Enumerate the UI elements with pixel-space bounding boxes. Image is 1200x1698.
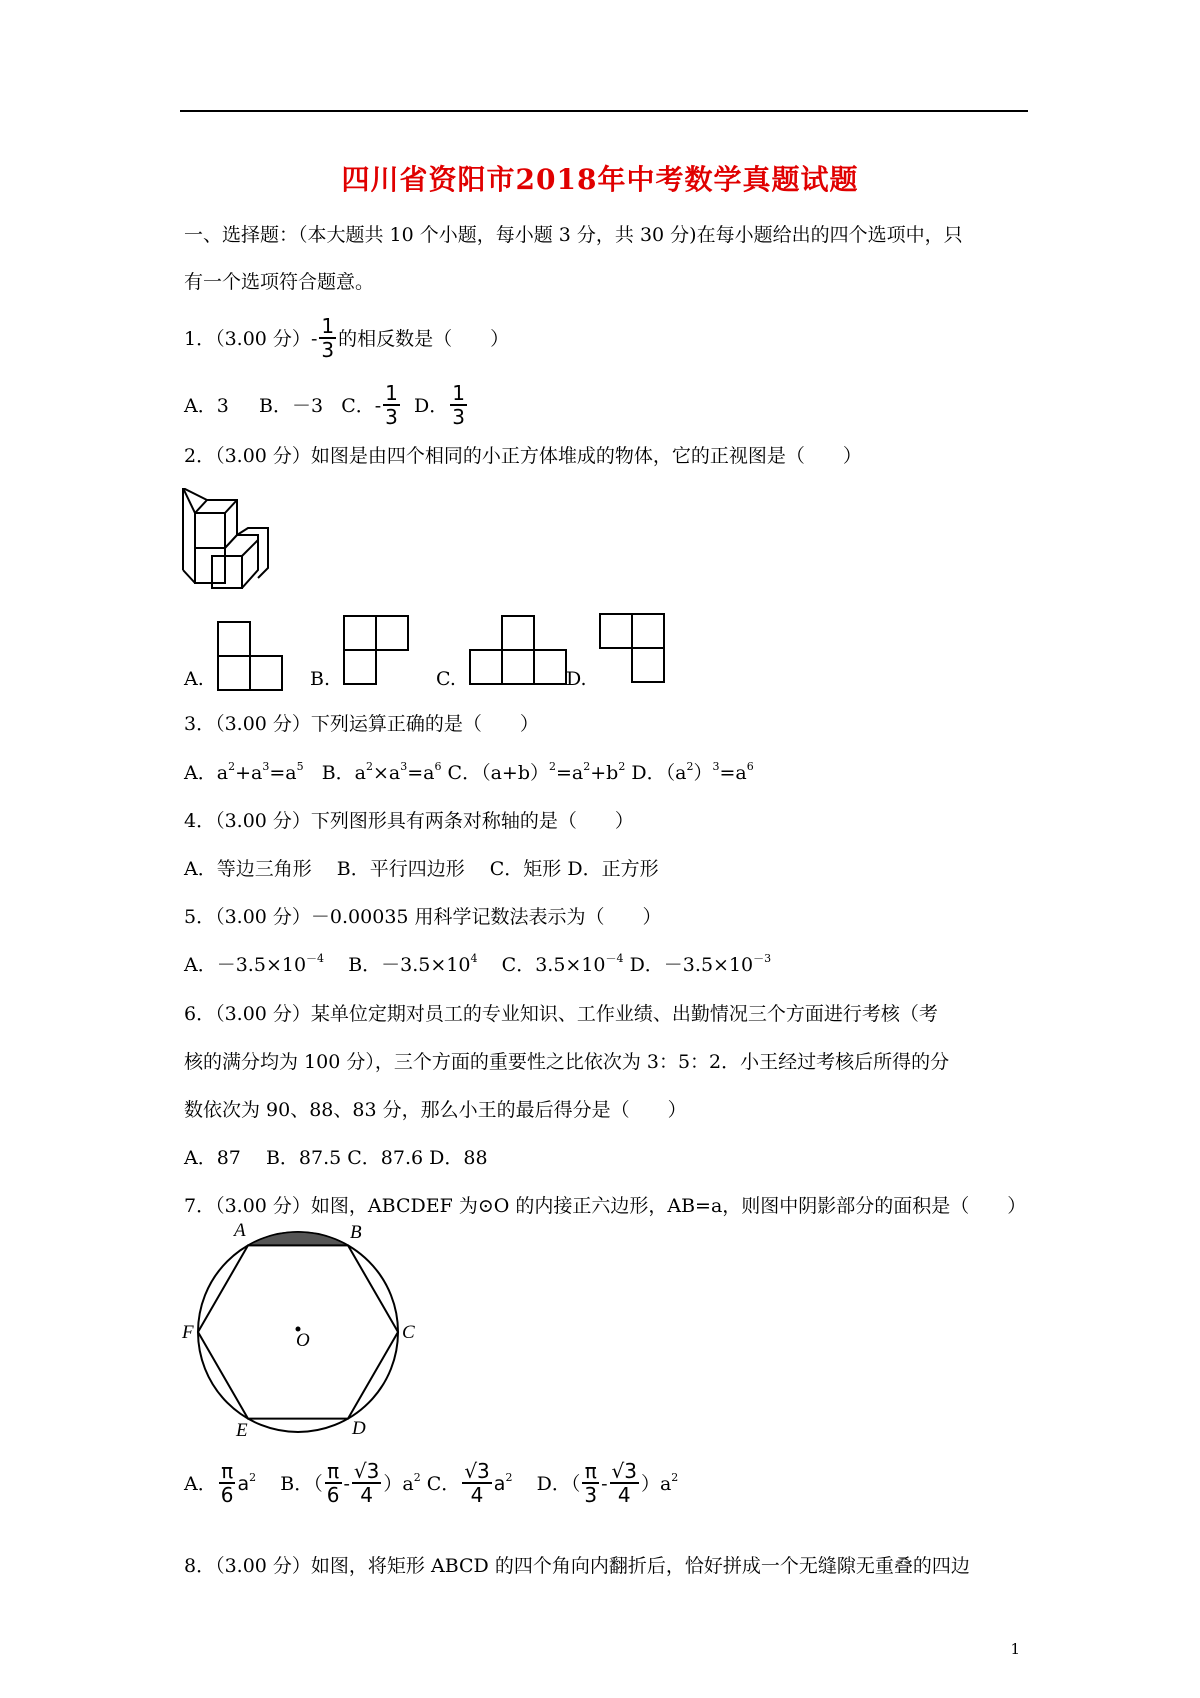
q5-option-c: C．$3.5\times 10^{-4}$ (501, 952, 624, 976)
question-6-options: A．87 B．87.5 C．87.6 D．88 (184, 1147, 488, 1169)
page-title: 四川省资阳市2018年中考数学真题试题 (341, 163, 859, 196)
q3-option-c: C．$(a+b)^2=a^2+b^2$ (447, 760, 626, 784)
q3-option-d: D．$(a^2)^3=a^6$ (631, 760, 754, 784)
q2-option-a-label: A. (184, 668, 204, 690)
q5-option-d: D．$-3.5\times 10^{-3}$ (629, 952, 772, 976)
q1-option-b: B．－3 (259, 395, 324, 417)
q7-option-b: B．（ $\frac{\pi}{6}$ - $\frac{√3}{4}$ ）$a^2$ (280, 1459, 421, 1507)
question-5: 5．（3.00 分）－0.00035 用科学记数法表示为（ ） (184, 906, 662, 928)
question-3-options (184, 760, 754, 789)
q7-point-c: C (402, 1322, 415, 1343)
q5-option-b: B．$-3.5\times 10^4$ (348, 952, 478, 976)
question-5-options (184, 952, 771, 981)
q7-hexagon-circle-figure (180, 1222, 420, 1442)
q7-point-d: D (352, 1418, 366, 1439)
question-4: 4．（3.00 分）下列图形具有两条对称轴的是（ ） (184, 810, 634, 832)
q7-option-a: A． $\frac{\pi}{6}$ $a^2$ (184, 1459, 257, 1507)
q2-cube-stack-figure (180, 488, 280, 590)
q2-option-b-figure (342, 614, 410, 686)
question-1-options (184, 382, 469, 428)
q1-prefix: 1．（3.00 分） (184, 328, 311, 350)
question-7: 7．（3.00 分）如图，ABCDEF 为⊙O 的内接正六边形，AB=a，则图中阴影部分的面积是（ ） (184, 1195, 1027, 1217)
question-7-options (184, 1460, 678, 1506)
header-rule (180, 110, 1028, 112)
q1-option-d-fraction: $\frac{1}{3}$ (452, 381, 465, 429)
q1-suffix: 的相反数是（ ） (338, 328, 510, 350)
question-8-line1: 8．（3.00 分）如图，将矩形 ABCD 的四个角向内翻折后，恰好拼成一个无缝隙无重叠的四边 (184, 1555, 970, 1577)
q2-option-c-figure (468, 614, 570, 686)
q1-option-c-sign: - (374, 395, 382, 417)
q1-option-d: D． (414, 395, 449, 417)
q7-point-e: E (236, 1420, 248, 1441)
q7-point-o: O (296, 1330, 310, 1351)
q7-point-f: F (182, 1322, 194, 1343)
q1-option-c: C． (341, 395, 375, 417)
question-3: 3．（3.00 分）下列运算正确的是（ ） (184, 713, 539, 735)
q5-option-a: A．$-3.5\times 10^{-4}$ (184, 952, 325, 976)
q2-option-d-label: D. (566, 668, 587, 690)
question-2: 2．（3.00 分）如图是由四个相同的小正方体堆成的物体，它的正视图是（ ） (184, 445, 862, 467)
question-6-line3: 数依次为 90、88、83 分，那么小王的最后得分是（ ） (184, 1099, 687, 1121)
q7-option-c: C． $\frac{√3}{4}$ $a^2$ (426, 1459, 513, 1507)
q7-point-a: A (234, 1222, 246, 1241)
q3-option-a: A．$a^2+a^3=a^5$ (184, 760, 304, 784)
section-intro-line1: 一、选择题：（本大题共 10 个小题，每小题 3 分，共 30 分)在每小题给出的四个选项中，只 (184, 224, 963, 246)
q2-option-d-figure (598, 612, 666, 684)
q7-option-d: D．（ $\frac{\pi}{3}$ - $\frac{√3}{4}$ ）$a^2$ (536, 1459, 679, 1507)
q7-point-b: B (350, 1222, 362, 1243)
q2-option-c-label: C. (436, 668, 456, 690)
q2-option-b-label: B. (310, 668, 331, 690)
q1-minus: - (310, 328, 318, 350)
question-4-options: A．等边三角形 B．平行四边形 C．矩形 D．正方形 (184, 858, 659, 880)
q3-option-b: B．$a^2\times a^3=a^6$ (321, 760, 442, 784)
q1-option-c-fraction: $\frac{1}{3}$ (385, 381, 398, 429)
q2-option-a-figure (216, 620, 284, 692)
q1-fraction: $\frac{1}{3}$ (321, 314, 335, 362)
page-number: 1 (1010, 1640, 1020, 1658)
section-intro-line2: 有一个选项符合题意。 (184, 271, 375, 293)
q1-option-a: A．3 (184, 395, 229, 417)
question-6-line1: 6．（3.00 分）某单位定期对员工的专业知识、工作业绩、出勤情况三个方面进行考核（考 (184, 1003, 938, 1025)
question-6-line2: 核的满分均为 100 分），三个方面的重要性之比依次为 3：5：2．小王经过考核后所得的分 (184, 1051, 950, 1073)
question-1 (184, 315, 509, 361)
